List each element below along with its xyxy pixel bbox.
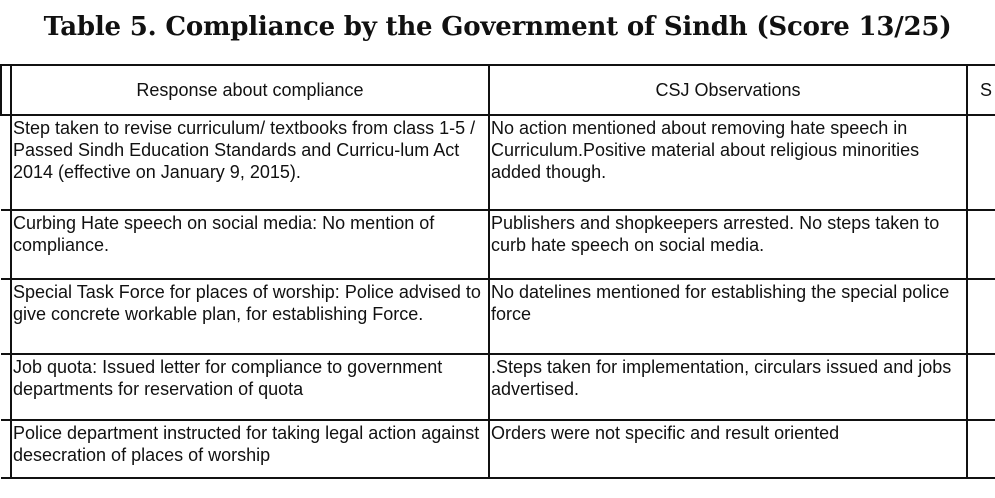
observation-cell: Publishers and shopkeepers arrested. No steps taken to curb hate speech on social media. <box>489 210 967 279</box>
table-row <box>1 354 995 420</box>
row-edge-cell <box>1 279 11 354</box>
response-cell: Job quota: Issued letter for compliance to government departments for reservation of quota <box>11 354 489 420</box>
score-cell <box>967 354 995 420</box>
score-cell <box>967 115 995 210</box>
observation-cell: .Steps taken for implementation, circulars issued and jobs advertised. <box>489 354 967 420</box>
observation-cell: No action mentioned about removing hate speech in Curriculum.Positive material about religious minorities added though. <box>489 115 967 210</box>
table-row <box>1 115 995 210</box>
response-cell: Police department instructed for taking legal action against desecration of places of worship <box>11 420 489 478</box>
header-edge-cell <box>1 65 11 115</box>
response-cell: Special Task Force for places of worship: Police advised to give concrete workable plan, for establishing Force. <box>11 279 489 354</box>
page-title: Table 5. Compliance by the Government of Sindh (Score 13/25) <box>43 12 952 42</box>
table-header-row <box>1 65 995 115</box>
header-score: S <box>967 65 995 115</box>
row-edge-cell <box>1 210 11 279</box>
observation-cell: No datelines mentioned for establishing the special police force <box>489 279 967 354</box>
header-response: Response about compliance <box>11 65 489 115</box>
score-cell <box>967 210 995 279</box>
response-cell: Step taken to revise curriculum/ textbooks from class 1-5 / Passed Sindh Education Standards and Curricu-lum Act 2014 (effective on January 9, 2015). <box>11 115 489 210</box>
response-cell: Curbing Hate speech on social media: No mention of compliance. <box>11 210 489 279</box>
score-cell <box>967 420 995 478</box>
table-row <box>1 279 995 354</box>
compliance-table-container <box>0 64 995 479</box>
compliance-table <box>0 64 995 479</box>
table-row <box>1 210 995 279</box>
table-row <box>1 420 995 478</box>
row-edge-cell <box>1 115 11 210</box>
header-observations: CSJ Observations <box>489 65 967 115</box>
score-cell <box>967 279 995 354</box>
row-edge-cell <box>1 354 11 420</box>
observation-cell: Orders were not specific and result oriented <box>489 420 967 478</box>
row-edge-cell <box>1 420 11 478</box>
